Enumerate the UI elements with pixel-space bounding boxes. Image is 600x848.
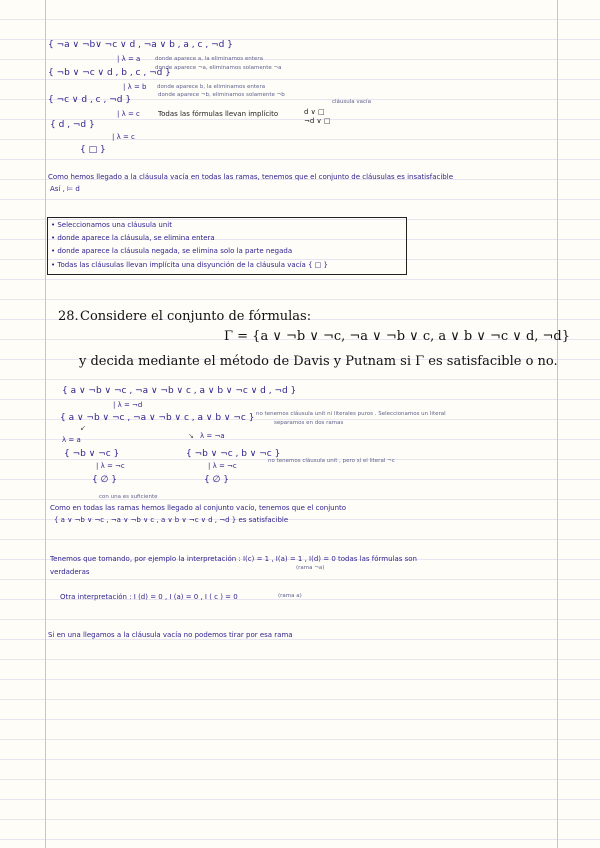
derivation-note-1a: donde aparece a, la eliminamos entera [155,56,263,62]
rules-box [47,217,407,275]
problem-formula: Γ = {a ∨ ¬b ∨ ¬c, ¬a ∨ ¬b ∨ c, a ∨ b ∨ ¬c ∨ d, ¬d} [224,329,571,344]
right-margin-line [557,0,558,848]
derivation-line-1: { ¬a ∨ ¬b∨ ¬c ∨ d , ¬a ∨ b , a , c , ¬d } [48,40,233,50]
left-margin-line [45,0,46,848]
d-or-empty: d ∨ □ [304,108,325,116]
derivation-line-5: { □ } [80,145,106,155]
branch-left-step: | λ = ¬c [96,462,125,470]
sufficient-annotation: con una es suficiente [99,494,158,500]
branch-arrow-left: ↙ [80,424,86,432]
solution-step-1: | λ = ¬d [113,401,143,409]
implicit-note: Todas las fórmulas llevan implícito [158,110,279,118]
derivation-step-2: | λ = b [123,83,147,91]
conclusion-line-1: Como hemos llegado a la cláusula vacía en todas las ramas, tenemos que el conjunto de cláusulas es insatisfacible [48,173,454,181]
conclusion-line-2: Así , ⊨ d [50,185,80,193]
solution-line-1: { a ∨ ¬b ∨ ¬c , ¬a ∨ ¬b ∨ c , a ∨ b ∨ ¬c ∨ d , ¬d } [62,386,297,396]
derivation-line-4: { d , ¬d } [50,120,95,130]
split-note: separamos en dos ramas [274,420,344,426]
rule-item: • donde aparece la cláusula negada, se elimina solo la parte negada [51,247,293,255]
derivation-step-4: | λ = c [112,133,135,141]
final-remark: Si en una llegamos a la cláusula vacía no podemos tirar por esa rama [48,631,293,639]
rule-item: • Todas las cláusulas llevan implícita una disyunción de la cláusula vacía { □ } [51,261,328,269]
branch-arrow-right: ↘ [188,432,194,440]
derivation-note-2a: donde aparece b, la eliminamos entera [157,84,266,90]
derivation-line-3: { ¬c ∨ d , c , ¬d } [48,95,132,105]
rule-item: • donde aparece la cláusula, se elimina entera [51,234,215,242]
solution-conclusion-1: Como en todas las ramas hemos llegado al conjunto vacío, tenemos que el conjunto [50,504,347,512]
branch-note-1: (rama ¬a) [296,565,325,571]
derivation-step-1: | λ = a [117,55,141,63]
derivation-note-1b: donde aparece ¬a, eliminamos solamente ¬a [155,65,282,71]
branch-right-clauses: { ¬b ∨ ¬c , b ∨ ¬c } [186,449,281,459]
interpretation-line-1: Tenemos que tomando, por ejemplo la interpretación : I(c) = 1 , I(a) = 1 , I(d) = 0 todas las fórmulas son [50,555,417,563]
branch-right-label: λ = ¬a [200,432,225,440]
derivation-step-3: | λ = c [117,110,140,118]
derivation-line-2: { ¬b ∨ ¬c ∨ d , b , c , ¬d } [48,68,171,78]
branch-note-2: (rama a) [278,593,302,599]
not-d-or-empty: ¬d ∨ □ [304,117,331,125]
problem-number: 28. [58,309,79,324]
branch-left-result: { ∅ } [92,475,118,485]
branch-right-note: no tenemos cláusula unit , pero sí el literal ¬c [268,458,395,464]
problem-statement: Considere el conjunto de fórmulas: [80,309,312,324]
branch-right-result: { ∅ } [204,475,230,485]
solution-line-2: { a ∨ ¬b ∨ ¬c , ¬a ∨ ¬b ∨ c , a ∨ b ∨ ¬c } [60,413,255,423]
branch-left-label: λ = a [62,436,81,444]
branch-right-step: | λ = ¬c [208,462,237,470]
empty-clause-note: cláusula vacía [332,99,371,105]
rule-item: • Seleccionamos una cláusula unit [51,221,172,229]
no-pure-literal-note: no tenemos cláusula unit ni literales puros . Seleccionamos un literal [256,411,446,417]
other-interpretation: Otra interpretación : I (d) = 0 , I (a) = 0 , I ( c ) = 0 [60,593,238,601]
interpretation-line-2: verdaderas [50,568,90,576]
derivation-note-2b: donde aparece ¬b, eliminamos solamente ¬b [158,92,285,98]
solution-conclusion-2: { a ∨ ¬b ∨ ¬c , ¬a ∨ ¬b ∨ c , a ∨ b ∨ ¬c ∨ d , ¬d } es satisfacible [54,516,289,524]
problem-question: y decida mediante el método de Davis y Putnam si Γ es satisfacible o no. [79,354,558,369]
branch-left-clauses: { ¬b ∨ ¬c } [64,449,120,459]
